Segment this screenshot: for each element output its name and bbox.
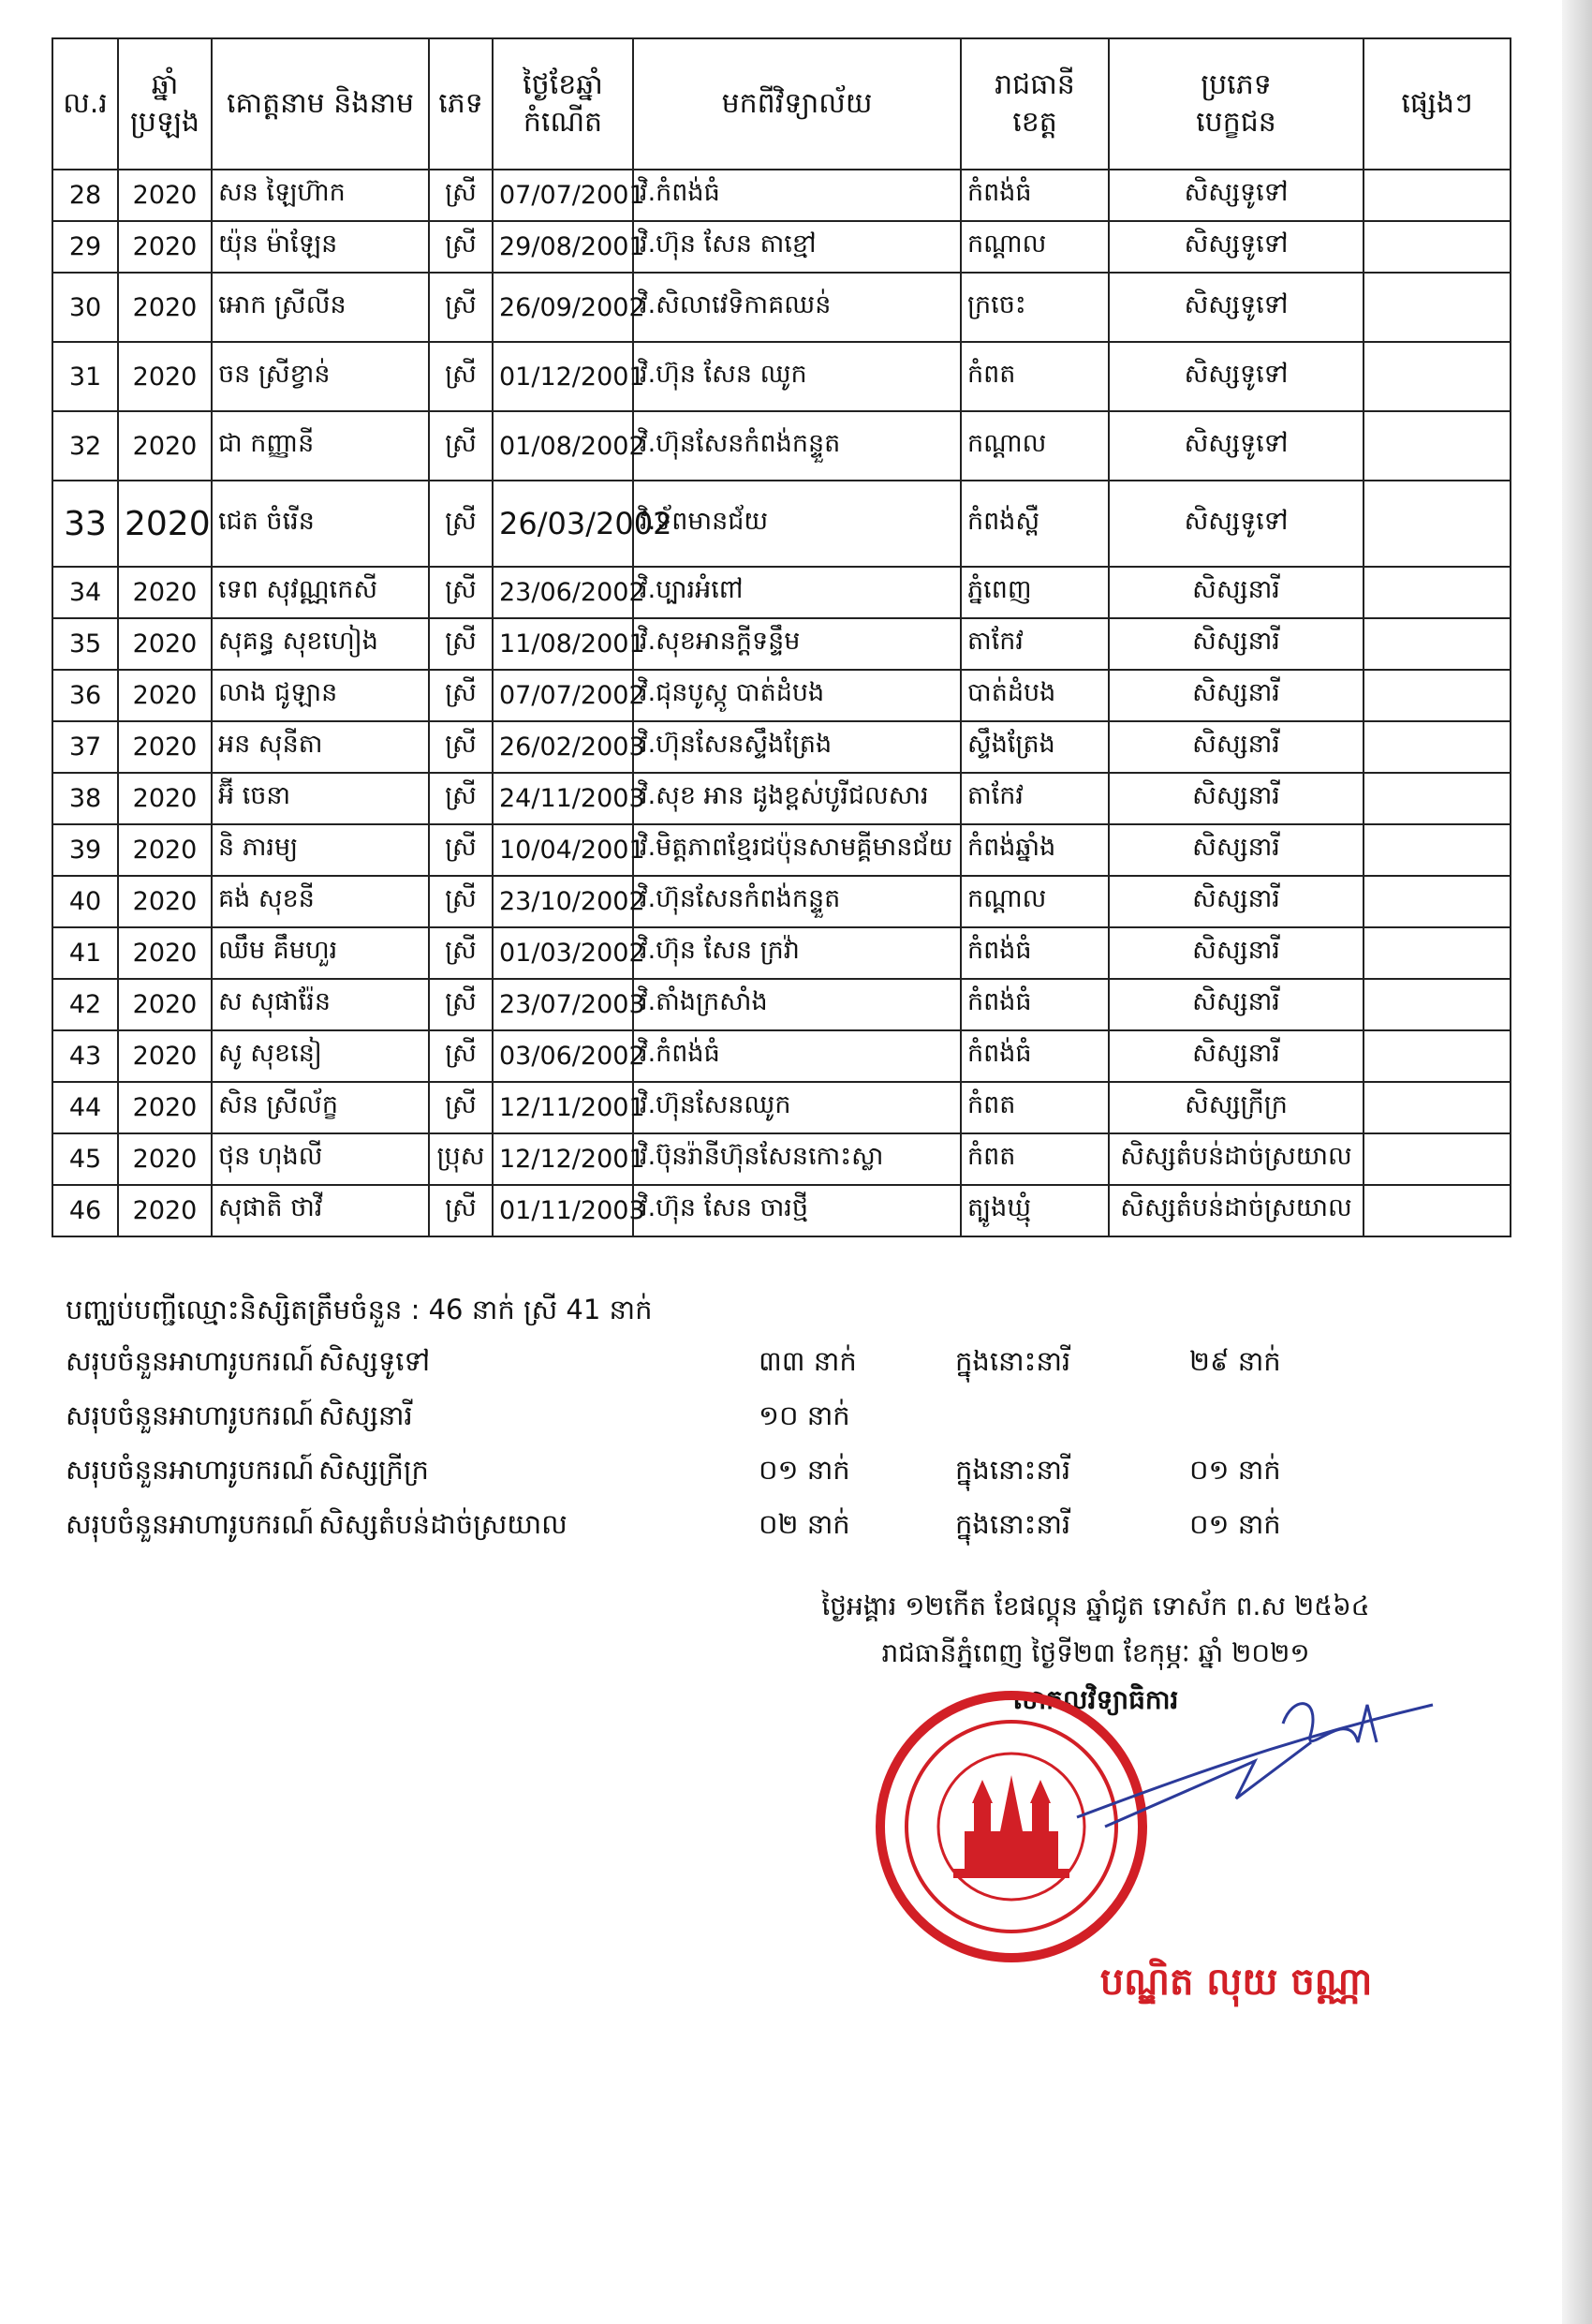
cell-exam-year: 2020 (118, 342, 212, 411)
cell-dob: 10/04/2001 (493, 824, 633, 876)
cell-school: វិ.មិត្តភាពខ្មែរជប៉ុនសាមគ្គីមានជ័យ (633, 824, 961, 876)
cell-name: ចន ស្រីខ្វាន់ (212, 342, 429, 411)
summary-label: សរុបចំនួនអាហារូបករណ៍ (66, 1399, 315, 1431)
summary-count: ០១ នាក់ (759, 1454, 850, 1486)
cell-sex: ស្រី (429, 1185, 493, 1236)
cell-exam-year: 2020 (118, 618, 212, 670)
cell-exam-year: 2020 (118, 1133, 212, 1185)
cell-name: ជេត ចំរើន (212, 481, 429, 567)
cell-scholarship-type: សិស្សនារី (1109, 1030, 1364, 1082)
summary-line (66, 1497, 1470, 1551)
cell-no: 29 (52, 221, 118, 273)
cell-dob: 03/06/2002 (493, 1030, 633, 1082)
summary-category: សិស្សនារី (318, 1399, 413, 1431)
cell-province: កំពង់ធំ (961, 170, 1109, 221)
cell-sex: ស្រី (429, 273, 493, 342)
cell-dob: 23/10/2002 (493, 876, 633, 927)
cell-dob: 29/08/2001 (493, 221, 633, 273)
cell-scholarship-type: សិស្សនារី (1109, 670, 1364, 721)
cell-name: សុគន្ធ សុខហៀង (212, 618, 429, 670)
header-other: ផ្សេងៗ (1364, 38, 1511, 170)
cell-sex: ស្រី (429, 927, 493, 979)
cell-name: ទេព សុវណ្ណកេសី (212, 567, 429, 618)
cell-scholarship-type: សិស្សទូទៅ (1109, 342, 1364, 411)
cell-no: 30 (52, 273, 118, 342)
cell-dob: 07/07/2002 (493, 670, 633, 721)
cell-scholarship-type: សិស្សនារី (1109, 824, 1364, 876)
cell-province: កំពង់ធំ (961, 1030, 1109, 1082)
cell-name: ឈឹម គឹមហួរ (212, 927, 429, 979)
cell-sex: ស្រី (429, 876, 493, 927)
table-row (52, 1185, 1511, 1236)
cell-dob: 01/03/2002 (493, 927, 633, 979)
cell-other (1364, 876, 1511, 927)
cell-other (1364, 979, 1511, 1030)
cell-sex: ស្រី (429, 824, 493, 876)
cell-scholarship-type: សិស្សទូទៅ (1109, 411, 1364, 481)
cell-sex: ស្រី (429, 618, 493, 670)
table-row (52, 824, 1511, 876)
lunar-date: ថ្ងៃអង្គារ ១២កើត ខែផល្គុន ឆ្នាំជូត ទោស័ក ព.ស ២៥៦៤ (821, 1591, 1370, 1621)
cell-scholarship-type: សិស្សទូទៅ (1109, 273, 1364, 342)
cell-province: កណ្ដាល (961, 876, 1109, 927)
table-row (52, 567, 1511, 618)
cell-name: លាង ជូឡាន (212, 670, 429, 721)
cell-name: ជា កញ្ញានី (212, 411, 429, 481)
cell-exam-year: 2020 (118, 1082, 212, 1133)
cell-dob: 12/12/2001 (493, 1133, 633, 1185)
cell-name: អន សុនីតា (212, 721, 429, 773)
summary-count: ០២ នាក់ (759, 1508, 850, 1540)
cell-school: វិ.សុខ អាន ដូងខ្ពស់បូរីជលសារ (633, 773, 961, 824)
header-no: ល.រ (52, 38, 118, 170)
table-row (52, 1133, 1511, 1185)
header-dob: ថ្ងៃខែឆ្នាំ កំណើត (493, 38, 633, 170)
cell-dob: 01/12/2001 (493, 342, 633, 411)
cell-no: 31 (52, 342, 118, 411)
table-row (52, 170, 1511, 221)
cell-school: វិ.ហ៊ុនសែនស្ទឹងត្រែង (633, 721, 961, 773)
total-line: បញ្ឈប់បញ្ជីឈ្មោះនិស្សិតត្រឹមចំនួន : 46 នាក់ ស្រី 41 នាក់ (66, 1294, 653, 1325)
summary-line (66, 1388, 1470, 1443)
cell-scholarship-type: សិស្សទូទៅ (1109, 170, 1364, 221)
cell-dob: 11/08/2001 (493, 618, 633, 670)
cell-province: ក្រចេះ (961, 273, 1109, 342)
cell-school: វិ.ជុនបូស្កូ បាត់ដំបង (633, 670, 961, 721)
table-row (52, 1030, 1511, 1082)
header-sex: ភេទ (429, 38, 493, 170)
cell-sex: ស្រី (429, 221, 493, 273)
cell-exam-year: 2020 (118, 876, 212, 927)
cell-dob: 23/07/2003 (493, 979, 633, 1030)
summary-among-label: ក្នុងនោះនារី (955, 1508, 1071, 1540)
cell-province: កំពង់ឆ្នាំង (961, 824, 1109, 876)
table-row (52, 927, 1511, 979)
summary-label: សរុបចំនួនអាហារូបករណ៍ (66, 1508, 315, 1540)
cell-sex: ស្រី (429, 979, 493, 1030)
summary-label: សរុបចំនួនអាហារូបករណ៍ (66, 1454, 315, 1486)
cell-other (1364, 927, 1511, 979)
place-date: រាជធានីភ្នំពេញ ថ្ងៃទី២៣ ខែកុម្ភៈ ឆ្នាំ ២០២១ (881, 1637, 1310, 1668)
cell-scholarship-type: សិស្សក្រីក្រ (1109, 1082, 1364, 1133)
table-header-row (52, 38, 1511, 170)
cell-school: វិ.ហ៊ុន សែន តាខ្មៅ (633, 221, 961, 273)
scan-edge (1562, 0, 1592, 2324)
cell-sex: ប្រុស (429, 1133, 493, 1185)
cell-no: 37 (52, 721, 118, 773)
cell-exam-year: 2020 (118, 721, 212, 773)
cell-dob: 07/07/2001 (493, 170, 633, 221)
cell-name: សន ឡៃហ៊ាក (212, 170, 429, 221)
summary-count: ១០ នាក់ (759, 1399, 850, 1431)
header-school: មកពីវិទ្យាល័យ (633, 38, 961, 170)
cell-exam-year: 2020 (118, 170, 212, 221)
cell-province: កំពង់ធំ (961, 979, 1109, 1030)
cell-other (1364, 670, 1511, 721)
summary-among-label: ក្នុងនោះនារី (955, 1345, 1071, 1377)
cell-other (1364, 1185, 1511, 1236)
cell-province: តាកែវ (961, 618, 1109, 670)
signer-name: បណ្ឌិត លុយ ចណ្ណា (1099, 1961, 1373, 2004)
cell-name: និ ភារម្យ (212, 824, 429, 876)
cell-other (1364, 1082, 1511, 1133)
cell-sex: ស្រី (429, 721, 493, 773)
cell-sex: ស្រី (429, 342, 493, 411)
cell-name: ស សុផារ៉ែន (212, 979, 429, 1030)
cell-scholarship-type: សិស្សនារី (1109, 979, 1364, 1030)
cell-dob: 12/11/2001 (493, 1082, 633, 1133)
cell-exam-year: 2020 (118, 221, 212, 273)
cell-scholarship-type: សិស្សនារី (1109, 618, 1364, 670)
cell-name: អ៊ី ចេនា (212, 773, 429, 824)
cell-other (1364, 342, 1511, 411)
cell-exam-year: 2020 (118, 824, 212, 876)
cell-no: 42 (52, 979, 118, 1030)
cell-school: វិ.សិលាវេទិកាគឈន់ (633, 273, 961, 342)
cell-sex: ស្រី (429, 670, 493, 721)
cell-sex: ស្រី (429, 411, 493, 481)
cell-other (1364, 773, 1511, 824)
cell-no: 33 (52, 481, 118, 567)
summary-section (66, 1285, 1470, 1551)
header-name: គោត្តនាម និងនាម (212, 38, 429, 170)
table-row (52, 1082, 1511, 1133)
summary-category: សិស្សតំបន់ដាច់ស្រយាល (318, 1508, 568, 1540)
cell-exam-year: 2020 (118, 411, 212, 481)
table-row (52, 876, 1511, 927)
summary-category: សិស្សទូទៅ (318, 1345, 431, 1377)
cell-no: 45 (52, 1133, 118, 1185)
cell-dob: 01/11/2003 (493, 1185, 633, 1236)
cell-school: វិ.ហ៊ុនសែនកំពង់កន្ទួត (633, 411, 961, 481)
cell-exam-year: 2020 (118, 670, 212, 721)
cell-province: ស្ទឹងត្រែង (961, 721, 1109, 773)
summary-count: ៣៣ នាក់ (759, 1345, 857, 1377)
cell-exam-year: 2020 (118, 567, 212, 618)
cell-scholarship-type: សិស្សនារី (1109, 721, 1364, 773)
cell-other (1364, 618, 1511, 670)
cell-scholarship-type: សិស្សនារី (1109, 567, 1364, 618)
cell-sex: ស្រី (429, 1082, 493, 1133)
cell-name: អោក ស្រីលីន (212, 273, 429, 342)
header-province: រាជធានី ខេត្ត (961, 38, 1109, 170)
cell-school: វិ.សុខអានក្តីទន្ទឹម (633, 618, 961, 670)
cell-exam-year: 2020 (118, 481, 212, 567)
summary-female-count: ២៩ នាក់ (1189, 1345, 1281, 1377)
cell-province: កំពត (961, 1082, 1109, 1133)
cell-name: សុផាតិ ថាវី (212, 1185, 429, 1236)
cell-dob: 26/02/2003 (493, 721, 633, 773)
cell-no: 28 (52, 170, 118, 221)
cell-school: វិ.តាំងក្រសាំង (633, 979, 961, 1030)
cell-scholarship-type: សិស្សនារី (1109, 876, 1364, 927)
cell-province: កំពត (961, 342, 1109, 411)
cell-no: 43 (52, 1030, 118, 1082)
cell-school: វិ.ហ៊ុន សែន ក្រវ៉ា (633, 927, 961, 979)
cell-school: វិ.ប្បារអំពៅ (633, 567, 961, 618)
summary-label: សរុបចំនួនអាហារូបករណ៍ (66, 1345, 315, 1377)
cell-sex: ស្រី (429, 567, 493, 618)
cell-name: ថុន ហុងលី (212, 1133, 429, 1185)
cell-other (1364, 221, 1511, 273)
cell-dob: 01/08/2002 (493, 411, 633, 481)
cell-other (1364, 170, 1511, 221)
cell-no: 36 (52, 670, 118, 721)
cell-province: កណ្ដាល (961, 221, 1109, 273)
cell-scholarship-type: សិស្សទូទៅ (1109, 221, 1364, 273)
cell-school: វិ.ហ៊ុនសែនកំពង់កន្ទួត (633, 876, 961, 927)
cell-dob: 26/03/2002 (493, 481, 633, 567)
cell-dob: 24/11/2003 (493, 773, 633, 824)
cell-scholarship-type: សិស្សតំបន់ដាច់ស្រយាល (1109, 1185, 1364, 1236)
cell-other (1364, 273, 1511, 342)
table-row (52, 273, 1511, 342)
table-row (52, 221, 1511, 273)
cell-scholarship-type: សិស្សទូទៅ (1109, 481, 1364, 567)
cell-school: វិ.កំពង់ធំ (633, 170, 961, 221)
cell-exam-year: 2020 (118, 1185, 212, 1236)
cell-other (1364, 721, 1511, 773)
cell-school: វិ.ប៊ុនរ៉ានីហ៊ុនសែនកោះស្លា (633, 1133, 961, 1185)
table-row (52, 721, 1511, 773)
table-row (52, 773, 1511, 824)
table-row (52, 670, 1511, 721)
header-exam-year: ឆ្នាំ ប្រឡង (118, 38, 212, 170)
cell-no: 40 (52, 876, 118, 927)
office-title: សាកលវិទ្យាធិការ (1012, 1684, 1179, 1715)
cell-no: 46 (52, 1185, 118, 1236)
cell-province: កំពង់ស្ពឺ (961, 481, 1109, 567)
table-row (52, 411, 1511, 481)
cell-province: កំពត (961, 1133, 1109, 1185)
cell-exam-year: 2020 (118, 1030, 212, 1082)
table-row (52, 618, 1511, 670)
cell-school: វិ.កំពង់ធំ (633, 1030, 961, 1082)
cell-other (1364, 824, 1511, 876)
cell-other (1364, 1030, 1511, 1082)
cell-name: យ៉ុន ម៉ាឡែន (212, 221, 429, 273)
cell-other (1364, 567, 1511, 618)
cell-province: ភ្នំពេញ (961, 567, 1109, 618)
handwritten-signature (1068, 1686, 1442, 1836)
cell-exam-year: 2020 (118, 773, 212, 824)
cell-scholarship-type: សិស្សនារី (1109, 927, 1364, 979)
cell-sex: ស្រី (429, 481, 493, 567)
summary-among-label: ក្នុងនោះនារី (955, 1454, 1071, 1486)
cell-province: ត្បូងឃ្មុំ (961, 1185, 1109, 1236)
table-row (52, 481, 1511, 567)
cell-no: 39 (52, 824, 118, 876)
cell-school: វិ.ហ៊ុនសែនឈូក (633, 1082, 961, 1133)
cell-name: សូ សុខនៀ (212, 1030, 429, 1082)
cell-province: កំពង់ធំ (961, 927, 1109, 979)
cell-other (1364, 411, 1511, 481)
cell-province: តាកែវ (961, 773, 1109, 824)
cell-other (1364, 481, 1511, 567)
cell-no: 34 (52, 567, 118, 618)
cell-no: 32 (52, 411, 118, 481)
cell-province: កណ្ដាល (961, 411, 1109, 481)
cell-no: 41 (52, 927, 118, 979)
cell-scholarship-type: សិស្សតំបន់ដាច់ស្រយាល (1109, 1133, 1364, 1185)
cell-school: វិ.ទ័ពមានជ័យ (633, 481, 961, 567)
cell-other (1364, 1133, 1511, 1185)
cell-school: វិ.ហ៊ុន សែន ចារថ្មី (633, 1185, 961, 1236)
header-scholarship-type: ប្រភេទ បេក្ខជន (1109, 38, 1364, 170)
cell-exam-year: 2020 (118, 273, 212, 342)
cell-name: សិន ស្រីល័ក្ខ (212, 1082, 429, 1133)
cell-exam-year: 2020 (118, 927, 212, 979)
table-body (52, 170, 1511, 1236)
summary-female-count: ០១ នាក់ (1189, 1454, 1281, 1486)
cell-no: 38 (52, 773, 118, 824)
student-roster-table (52, 37, 1511, 1237)
table-row (52, 979, 1511, 1030)
cell-exam-year: 2020 (118, 979, 212, 1030)
cell-no: 44 (52, 1082, 118, 1133)
summary-line (66, 1443, 1470, 1497)
summary-category: សិស្សក្រីក្រ (318, 1454, 429, 1486)
cell-sex: ស្រី (429, 1030, 493, 1082)
cell-dob: 23/06/2002 (493, 567, 633, 618)
summary-female-count: ០១ នាក់ (1189, 1508, 1281, 1540)
cell-dob: 26/09/2002 (493, 273, 633, 342)
cell-name: គង់ សុខនី (212, 876, 429, 927)
table-row (52, 342, 1511, 411)
cell-school: វិ.ហ៊ុន សែន ឈូក (633, 342, 961, 411)
summary-lines (66, 1334, 1470, 1551)
cell-no: 35 (52, 618, 118, 670)
cell-sex: ស្រី (429, 170, 493, 221)
cell-province: បាត់ដំបង (961, 670, 1109, 721)
cell-sex: ស្រី (429, 773, 493, 824)
summary-line (66, 1334, 1470, 1388)
cell-scholarship-type: សិស្សនារី (1109, 773, 1364, 824)
